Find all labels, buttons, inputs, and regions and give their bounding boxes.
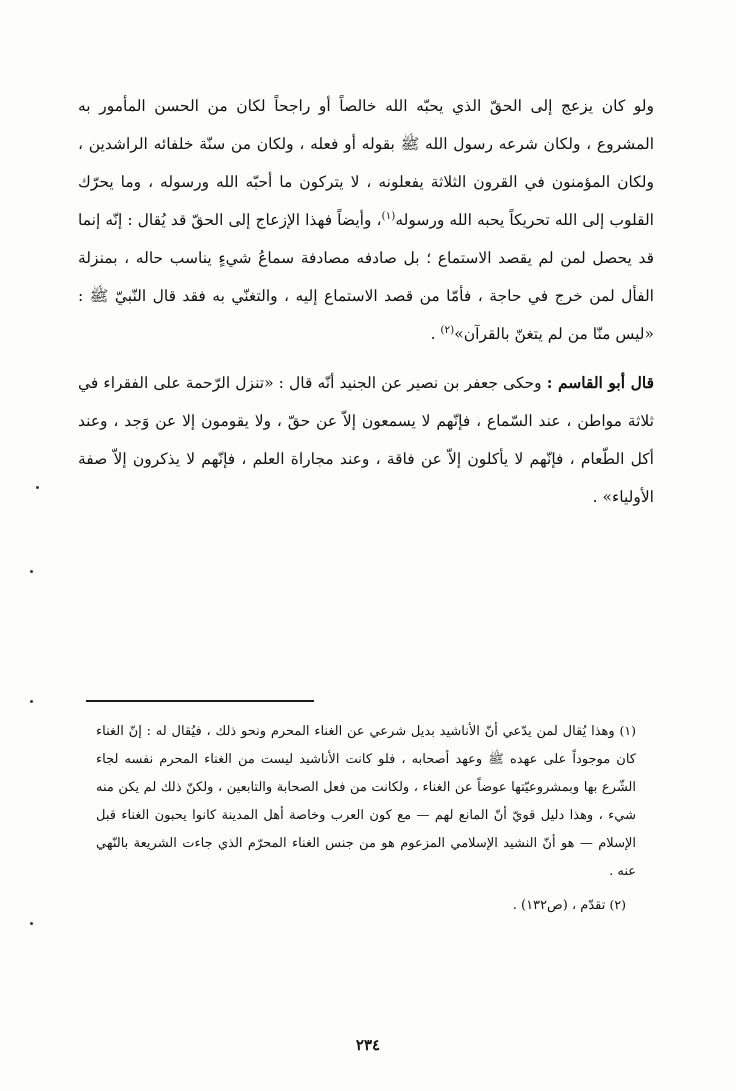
body-paragraph-1 <box>78 88 654 354</box>
edge-mark <box>30 700 33 703</box>
paragraph-1-text: ولو كان يزعج إلى الحقّ الذي يحبّه الله خالصاً أو راجحاً لكان من الحسن المأمور به المشروع ، ولكان شرعه رسول الله ﷺ بقوله أو فعله ، ولكان من سنّة خلفائه الراشدين ، ولكان المؤمنون في القرون الثلاثة يفعلونه ، لا يتركون ما أحبّه الله ورسوله ، وما يحرّك القلوب إلى الله تحريكاً يحبه الله ورسوله <box>78 97 654 229</box>
footnote-item-1 <box>96 718 636 886</box>
body-paragraph-2 <box>78 364 654 517</box>
paragraph-2-lead: قال أبو القاسم : <box>546 372 655 392</box>
footnote-text-1: وهذا يُقال لمن يدّعي أنّ الأناشيد بديل شرعي عن الغناء المحرم ونحو ذلك ، فيُقال له : إنّ الغناء كان موجوداً على عهده ﷺ وعهد أصحابه ، فلو كانت الأناشيد ليست من الغناء المحرم نفسه لجاء الشّرع بها وبمشروعيّتها عوضاً عن الغناء ، ولكانت من فعل الصحابة والتابعين ، ولكنّ ذلك لم يكن منه شيء ، وهذا دليل قويّ أنّ المانع لهم — مع كون العرب وخاصة أهل المدينة كانوا يحبون الغناء قبل الإسلام — هو أنّ النشيد الإسلامي المزعوم هو من جنس الغناء المحرّم الذي جاءت الشريعة بالنّهي عنه . <box>96 724 636 879</box>
page-body <box>78 88 654 671</box>
edge-mark <box>30 570 33 573</box>
footnote-text-2: تقدّم ، (ص١٣٢) . <box>512 897 606 913</box>
paragraph-2-text: وحكى جعفر بن نصير عن الجنيد أنّه قال : «تنزل الرّحمة على الفقراء في ثلاثة مواطن ، عند السّماع ، فإنّهم لا يسمعون إلاّ عن حقّ ، ولا يقومون إلا عن وَجد ، وعند أكل الطّعام ، فإنّهم لا يأكلون إلاّ عن فاقة ، وعند مجاراة العلم ، فإنّهم لا يذكرون إلاّ صفة الأولياء» . <box>78 373 654 506</box>
footnote-reference-2: (٢) <box>440 323 455 336</box>
footnote-marker-1: (١) <box>619 723 636 738</box>
edge-mark <box>36 486 39 489</box>
edge-mark <box>30 922 33 925</box>
body-whitespace <box>78 521 654 671</box>
footnote-item-2 <box>96 892 636 920</box>
footnote-separator-rule <box>86 700 314 702</box>
paragraph-1-text-end: . <box>430 324 441 343</box>
footnote-reference-1: (١) <box>381 209 396 222</box>
paragraph-1-text-after: ، وأيضاً فهذا الإزعاج إلى الحقّ قد يُقال : إنّه إنما قد يحصل لمن لم يقصد الاستماع ؛ بل صادفه مصادفة سماعُ شيءٍ يناسب حاله ، بمنزلة الفأل لمن خرج في حاجة ، فأمّا من قصد الاستماع إليه ، والتغنّي به فقد قال النّبيّ ﷺ : «ليس منّا من لم يتغنّ بالقرآن» <box>78 210 654 343</box>
page-number: ٢٣٤ <box>355 1036 381 1054</box>
footnote-marker-2: (٢) <box>609 896 626 912</box>
footnotes-section <box>96 718 636 922</box>
